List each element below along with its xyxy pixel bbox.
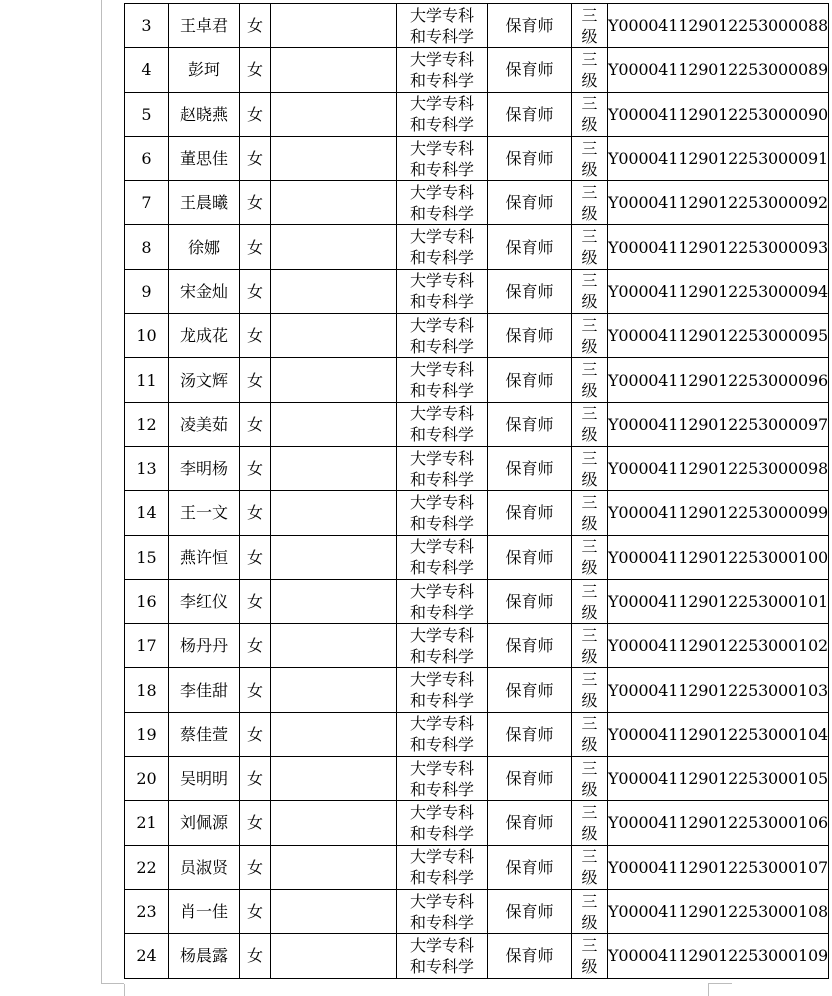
skill-level (572, 402, 608, 446)
education (397, 624, 488, 668)
level-line-1: 三 (581, 802, 598, 822)
table-row (125, 358, 829, 402)
occupation: 保育师 (488, 446, 572, 490)
person-name: 彭珂 (169, 48, 240, 92)
empty-cell (271, 269, 397, 313)
person-name: 王一文 (169, 491, 240, 535)
education-line-2: 和专科学 (409, 336, 474, 356)
certificate-number: Y000041129012253000104 (608, 712, 829, 756)
education-line-1: 大学专科 (409, 714, 474, 734)
person-name: 李红仪 (169, 579, 240, 623)
skill-level (572, 446, 608, 490)
level-line-2: 级 (581, 513, 598, 533)
gender: 女 (240, 4, 271, 48)
education (397, 579, 488, 623)
gender: 女 (240, 402, 271, 446)
level-line-2: 级 (581, 425, 598, 445)
gender: 女 (240, 181, 271, 225)
empty-cell (271, 48, 397, 92)
education-line-1: 大学专科 (409, 5, 474, 25)
education (397, 535, 488, 579)
level-line-2: 级 (581, 115, 598, 135)
certificate-number: Y000041129012253000098 (608, 446, 829, 490)
gender: 女 (240, 712, 271, 756)
education-line-2: 和专科学 (409, 203, 474, 223)
empty-cell (271, 92, 397, 136)
occupation: 保育师 (488, 712, 572, 756)
education-line-2: 和专科学 (409, 70, 474, 90)
gender: 女 (240, 225, 271, 269)
occupation: 保育师 (488, 801, 572, 845)
table-row (125, 181, 829, 225)
person-name: 吴明明 (169, 757, 240, 801)
level-line-1: 三 (581, 182, 598, 202)
education (397, 889, 488, 933)
table-row (125, 225, 829, 269)
education-line-1: 大学专科 (409, 182, 474, 202)
education-line-2: 和专科学 (409, 691, 474, 711)
certificate-number: Y000041129012253000107 (608, 845, 829, 889)
level-line-1: 三 (581, 714, 598, 734)
certificate-number: Y000041129012253000089 (608, 48, 829, 92)
table-row (125, 136, 829, 180)
table-row (125, 934, 829, 978)
level-line-1: 三 (581, 625, 598, 645)
row-index: 6 (125, 136, 169, 180)
education-line-2: 和专科学 (409, 868, 474, 888)
row-index: 13 (125, 446, 169, 490)
row-index: 18 (125, 668, 169, 712)
level-line-2: 级 (581, 70, 598, 90)
level-line-2: 级 (581, 159, 598, 179)
skill-level (572, 314, 608, 358)
person-name: 王卓君 (169, 4, 240, 48)
row-index: 23 (125, 889, 169, 933)
skill-level (572, 801, 608, 845)
education-line-2: 和专科学 (409, 159, 474, 179)
certificate-number: Y000041129012253000095 (608, 314, 829, 358)
row-index: 5 (125, 92, 169, 136)
education (397, 136, 488, 180)
level-line-2: 级 (581, 26, 598, 46)
level-line-2: 级 (581, 823, 598, 843)
education-line-2: 和专科学 (409, 115, 474, 135)
education-line-2: 和专科学 (409, 248, 474, 268)
certificate-number: Y000041129012253000096 (608, 358, 829, 402)
row-index: 11 (125, 358, 169, 402)
person-name: 杨晨露 (169, 934, 240, 978)
certificate-number: Y000041129012253000100 (608, 535, 829, 579)
table-row (125, 446, 829, 490)
education-line-1: 大学专科 (409, 891, 474, 911)
occupation: 保育师 (488, 624, 572, 668)
level-line-1: 三 (581, 670, 598, 690)
gender: 女 (240, 491, 271, 535)
row-index: 21 (125, 801, 169, 845)
empty-cell (271, 535, 397, 579)
empty-cell (271, 402, 397, 446)
gender: 女 (240, 624, 271, 668)
education-line-1: 大学专科 (409, 448, 474, 468)
level-line-1: 三 (581, 758, 598, 778)
education-line-1: 大学专科 (409, 227, 474, 247)
occupation: 保育师 (488, 314, 572, 358)
education-line-1: 大学专科 (409, 94, 474, 114)
education (397, 446, 488, 490)
empty-cell (271, 314, 397, 358)
empty-cell (271, 934, 397, 978)
level-line-2: 级 (581, 779, 598, 799)
occupation: 保育师 (488, 136, 572, 180)
education (397, 92, 488, 136)
skill-level (572, 668, 608, 712)
empty-cell (271, 801, 397, 845)
level-line-2: 级 (581, 292, 598, 312)
occupation: 保育师 (488, 535, 572, 579)
certificate-number: Y000041129012253000102 (608, 624, 829, 668)
education-line-2: 和专科学 (409, 26, 474, 46)
person-name: 肖一佳 (169, 889, 240, 933)
gender: 女 (240, 801, 271, 845)
education-line-2: 和专科学 (409, 602, 474, 622)
education-line-1: 大学专科 (409, 271, 474, 291)
gender: 女 (240, 269, 271, 313)
margin-mark-left-tick (124, 984, 125, 996)
person-name: 燕许恒 (169, 535, 240, 579)
education (397, 757, 488, 801)
row-index: 12 (125, 402, 169, 446)
empty-cell (271, 624, 397, 668)
skill-level (572, 845, 608, 889)
empty-cell (271, 358, 397, 402)
table-row (125, 801, 829, 845)
table-row (125, 314, 829, 358)
skill-level (572, 757, 608, 801)
occupation: 保育师 (488, 269, 572, 313)
level-line-1: 三 (581, 935, 598, 955)
education-line-2: 和专科学 (409, 381, 474, 401)
skill-level (572, 934, 608, 978)
level-line-1: 三 (581, 492, 598, 512)
gender: 女 (240, 48, 271, 92)
education (397, 668, 488, 712)
level-line-1: 三 (581, 271, 598, 291)
occupation: 保育师 (488, 757, 572, 801)
education-line-2: 和专科学 (409, 513, 474, 533)
table-row (125, 579, 829, 623)
education-line-2: 和专科学 (409, 823, 474, 843)
skill-level (572, 579, 608, 623)
level-line-2: 级 (581, 336, 598, 356)
level-line-2: 级 (581, 602, 598, 622)
education-line-2: 和专科学 (409, 292, 474, 312)
empty-cell (271, 889, 397, 933)
gender: 女 (240, 358, 271, 402)
person-name: 王晨曦 (169, 181, 240, 225)
certificate-number: Y000041129012253000106 (608, 801, 829, 845)
level-line-2: 级 (581, 469, 598, 489)
certificate-number: Y000041129012253000099 (608, 491, 829, 535)
skill-level (572, 535, 608, 579)
person-name: 李明杨 (169, 446, 240, 490)
level-line-1: 三 (581, 847, 598, 867)
level-line-1: 三 (581, 5, 598, 25)
row-index: 14 (125, 491, 169, 535)
row-index: 17 (125, 624, 169, 668)
certificate-number: Y000041129012253000108 (608, 889, 829, 933)
occupation: 保育师 (488, 402, 572, 446)
education-line-2: 和专科学 (409, 956, 474, 976)
empty-cell (271, 845, 397, 889)
gender: 女 (240, 934, 271, 978)
skill-level (572, 712, 608, 756)
education-line-1: 大学专科 (409, 581, 474, 601)
level-line-1: 三 (581, 404, 598, 424)
gender: 女 (240, 535, 271, 579)
person-name: 赵晓燕 (169, 92, 240, 136)
gender: 女 (240, 579, 271, 623)
row-index: 15 (125, 535, 169, 579)
margin-mark-left-vertical (101, 0, 102, 984)
table-row (125, 535, 829, 579)
person-name: 刘佩源 (169, 801, 240, 845)
row-index: 22 (125, 845, 169, 889)
gender: 女 (240, 314, 271, 358)
education (397, 934, 488, 978)
level-line-2: 级 (581, 691, 598, 711)
education-line-1: 大学专科 (409, 802, 474, 822)
empty-cell (271, 181, 397, 225)
education-line-1: 大学专科 (409, 935, 474, 955)
person-name: 龙成花 (169, 314, 240, 358)
education-line-1: 大学专科 (409, 315, 474, 335)
gender: 女 (240, 446, 271, 490)
gender: 女 (240, 668, 271, 712)
empty-cell (271, 579, 397, 623)
occupation: 保育师 (488, 358, 572, 402)
skill-level (572, 624, 608, 668)
skill-level (572, 136, 608, 180)
skill-level (572, 491, 608, 535)
empty-cell (271, 491, 397, 535)
row-index: 16 (125, 579, 169, 623)
education (397, 225, 488, 269)
skill-level (572, 889, 608, 933)
education (397, 4, 488, 48)
education-line-2: 和专科学 (409, 469, 474, 489)
table-row (125, 889, 829, 933)
empty-cell (271, 136, 397, 180)
table-row (125, 712, 829, 756)
row-index: 9 (125, 269, 169, 313)
skill-level (572, 225, 608, 269)
certificate-number: Y000041129012253000094 (608, 269, 829, 313)
row-index: 3 (125, 4, 169, 48)
certificate-number: Y000041129012253000091 (608, 136, 829, 180)
education-line-2: 和专科学 (409, 735, 474, 755)
skill-level (572, 48, 608, 92)
table-row (125, 845, 829, 889)
education-line-1: 大学专科 (409, 537, 474, 557)
level-line-2: 级 (581, 203, 598, 223)
level-line-1: 三 (581, 360, 598, 380)
empty-cell (271, 712, 397, 756)
level-line-1: 三 (581, 49, 598, 69)
level-line-2: 级 (581, 868, 598, 888)
level-line-1: 三 (581, 227, 598, 247)
person-name: 凌美茹 (169, 402, 240, 446)
level-line-1: 三 (581, 138, 598, 158)
education-line-1: 大学专科 (409, 360, 474, 380)
certificate-number: Y000041129012253000101 (608, 579, 829, 623)
education (397, 845, 488, 889)
education (397, 358, 488, 402)
occupation: 保育师 (488, 225, 572, 269)
empty-cell (271, 4, 397, 48)
level-line-1: 三 (581, 315, 598, 335)
occupation: 保育师 (488, 934, 572, 978)
level-line-2: 级 (581, 956, 598, 976)
education-line-1: 大学专科 (409, 625, 474, 645)
certificate-number: Y000041129012253000097 (608, 402, 829, 446)
person-name: 宋金灿 (169, 269, 240, 313)
gender: 女 (240, 757, 271, 801)
level-line-1: 三 (581, 448, 598, 468)
gender: 女 (240, 136, 271, 180)
occupation: 保育师 (488, 668, 572, 712)
education (397, 269, 488, 313)
roster-table-body (125, 4, 829, 979)
row-index: 24 (125, 934, 169, 978)
level-line-2: 级 (581, 381, 598, 401)
person-name: 徐娜 (169, 225, 240, 269)
table-row (125, 402, 829, 446)
gender: 女 (240, 92, 271, 136)
education-line-1: 大学专科 (409, 758, 474, 778)
occupation: 保育师 (488, 889, 572, 933)
person-name: 蔡佳萱 (169, 712, 240, 756)
occupation: 保育师 (488, 579, 572, 623)
person-name: 李佳甜 (169, 668, 240, 712)
education-line-2: 和专科学 (409, 779, 474, 799)
occupation: 保育师 (488, 92, 572, 136)
education (397, 491, 488, 535)
row-index: 20 (125, 757, 169, 801)
level-line-2: 级 (581, 558, 598, 578)
margin-mark-right-tick (708, 984, 709, 996)
row-index: 19 (125, 712, 169, 756)
education (397, 181, 488, 225)
education-line-2: 和专科学 (409, 646, 474, 666)
table-row (125, 269, 829, 313)
skill-level (572, 4, 608, 48)
education (397, 801, 488, 845)
person-name: 董思佳 (169, 136, 240, 180)
table-row (125, 48, 829, 92)
occupation: 保育师 (488, 4, 572, 48)
person-name: 杨丹丹 (169, 624, 240, 668)
row-index: 7 (125, 181, 169, 225)
certificate-number: Y000041129012253000103 (608, 668, 829, 712)
level-line-1: 三 (581, 94, 598, 114)
education-line-1: 大学专科 (409, 492, 474, 512)
empty-cell (271, 668, 397, 712)
level-line-1: 三 (581, 891, 598, 911)
occupation: 保育师 (488, 491, 572, 535)
education (397, 712, 488, 756)
margin-mark-right-horizontal (708, 983, 732, 984)
education-line-1: 大学专科 (409, 138, 474, 158)
gender: 女 (240, 889, 271, 933)
level-line-2: 级 (581, 912, 598, 932)
education-line-1: 大学专科 (409, 404, 474, 424)
level-line-2: 级 (581, 646, 598, 666)
certificate-number: Y000041129012253000109 (608, 934, 829, 978)
table-row (125, 4, 829, 48)
row-index: 4 (125, 48, 169, 92)
education-line-1: 大学专科 (409, 49, 474, 69)
table-row (125, 491, 829, 535)
certificate-number: Y000041129012253000088 (608, 4, 829, 48)
person-name: 员淑贤 (169, 845, 240, 889)
education (397, 314, 488, 358)
education-line-2: 和专科学 (409, 912, 474, 932)
education-line-1: 大学专科 (409, 847, 474, 867)
skill-level (572, 181, 608, 225)
level-line-1: 三 (581, 537, 598, 557)
certificate-number: Y000041129012253000090 (608, 92, 829, 136)
empty-cell (271, 225, 397, 269)
education (397, 48, 488, 92)
education-line-2: 和专科学 (409, 558, 474, 578)
level-line-2: 级 (581, 735, 598, 755)
gender: 女 (240, 845, 271, 889)
skill-level (572, 358, 608, 402)
table-row (125, 624, 829, 668)
occupation: 保育师 (488, 181, 572, 225)
empty-cell (271, 446, 397, 490)
certificate-number: Y000041129012253000093 (608, 225, 829, 269)
occupation: 保育师 (488, 48, 572, 92)
margin-mark-left-horizontal (101, 983, 124, 984)
empty-cell (271, 757, 397, 801)
certificate-number: Y000041129012253000092 (608, 181, 829, 225)
skill-level (572, 92, 608, 136)
roster-table (124, 3, 829, 979)
education-line-2: 和专科学 (409, 425, 474, 445)
education (397, 402, 488, 446)
row-index: 10 (125, 314, 169, 358)
occupation: 保育师 (488, 845, 572, 889)
person-name: 汤文辉 (169, 358, 240, 402)
certificate-number: Y000041129012253000105 (608, 757, 829, 801)
skill-level (572, 269, 608, 313)
table-row (125, 668, 829, 712)
table-row (125, 757, 829, 801)
table-row (125, 92, 829, 136)
education-line-1: 大学专科 (409, 670, 474, 690)
row-index: 8 (125, 225, 169, 269)
level-line-1: 三 (581, 581, 598, 601)
level-line-2: 级 (581, 248, 598, 268)
